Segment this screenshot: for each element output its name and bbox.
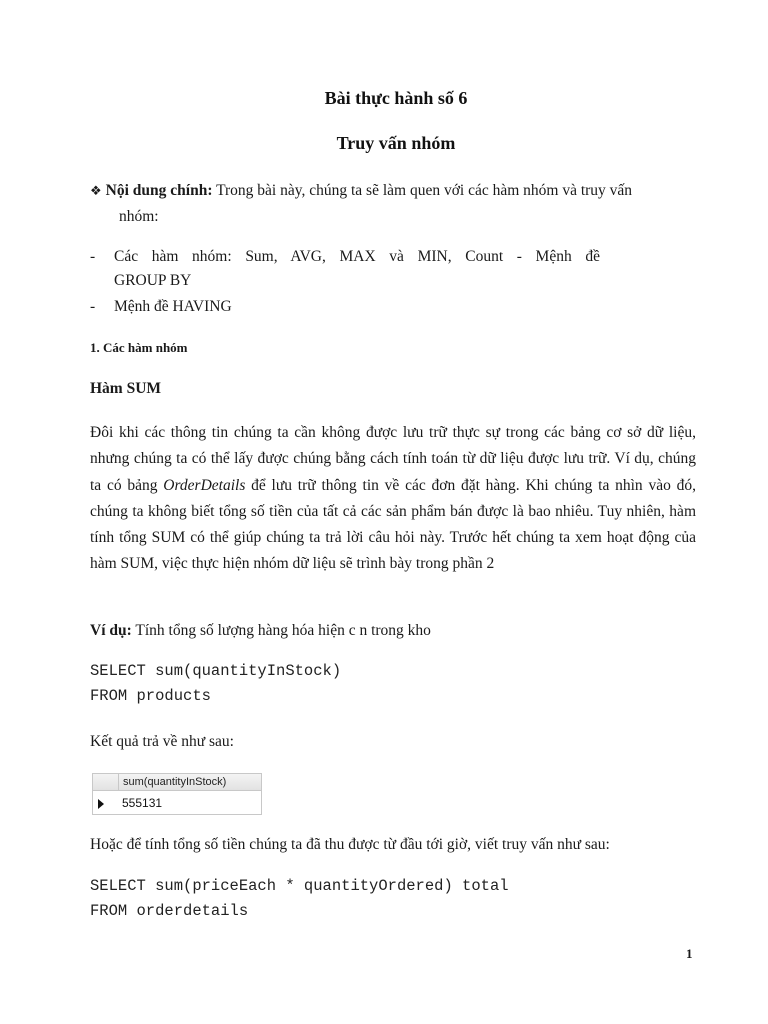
body-text-continued: để lưu trữ thông tin về các đơn đặt hàng. Khi chúng ta nhìn vào đó, chúng ta không biết tổng số tiền của tất cả các sản phẩm bán được là bao nhiêu. Tuy nhiên, hàm tính tổng SUM có thể giúp chúng ta trả lời câu hỏi này. Trước hết chúng ta xem hoạt động của hàm SUM, việc thực hiện nhóm dữ liệu sẽ trình bày trong phần 2: [90, 476, 696, 573]
diamond-bullet-icon: ❖: [90, 183, 102, 198]
list-item: [90, 245, 600, 293]
list-item-text-continuation: GROUP BY: [114, 272, 192, 289]
page-number: 1: [686, 946, 693, 961]
intro-text: Trong bài này, chúng ta sẽ làm quen với các hàm nhóm và truy vấn: [212, 182, 633, 199]
topic-list: [90, 245, 600, 319]
example-label: Ví dụ:: [90, 622, 132, 639]
result-label: Kết quả trả về như sau:: [90, 733, 234, 750]
example-line: [90, 622, 431, 640]
subsection-heading: Hàm SUM: [90, 380, 162, 397]
grid-cell: 555131: [118, 791, 262, 815]
list-dash: -: [90, 298, 96, 315]
intro-text-continuation: nhóm:: [119, 208, 159, 225]
example-text: Tính tổng số lượng hàng hóa hiện c n trong kho: [131, 622, 431, 639]
result-grid: [92, 773, 264, 819]
page-title: Bài thực hành số 6: [324, 88, 468, 108]
list-item-text: Mệnh đề HAVING: [114, 298, 232, 315]
body-paragraph-2: Hoặc để tính tổng số tiền chúng ta đã thu được từ đầu tới giờ, viết truy vấn như sau:: [90, 836, 610, 853]
table-name-emphasis: OrderDetails: [163, 476, 246, 494]
sql-code-block: SELECT sum(quantityInStock) FROM products: [90, 662, 342, 705]
intro-paragraph: [90, 178, 702, 230]
body-text: Đôi khi các thông tin chúng ta cần không được lưu trữ thực sự trong các bảng cơ sở dữ liệu, nhưng chúng ta có thể lấy được chúng bằng cách tính toán từ dữ liệu được lưu trữ. Ví dụ, chúng ta có bảng: [90, 424, 696, 494]
row-selector: [92, 791, 118, 815]
list-dash: -: [90, 248, 96, 265]
page-subtitle: Truy vấn nhóm: [336, 133, 456, 153]
body-paragraph: [90, 420, 696, 578]
row-pointer-icon: [98, 799, 104, 809]
sql-code-block-2: SELECT sum(priceEach * quantityOrdered) total FROM orderdetails: [90, 877, 509, 920]
grid-corner: [92, 773, 118, 791]
section-heading: 1. Các hàm nhóm: [90, 340, 188, 355]
intro-label: Nội dung chính:: [105, 182, 213, 199]
list-item-text: Các hàm nhóm: Sum, AVG, MAX và MIN, Count - Mệnh đề: [114, 248, 600, 265]
grid-column-header: sum(quantityInStock): [118, 773, 262, 791]
list-item: [90, 295, 600, 319]
